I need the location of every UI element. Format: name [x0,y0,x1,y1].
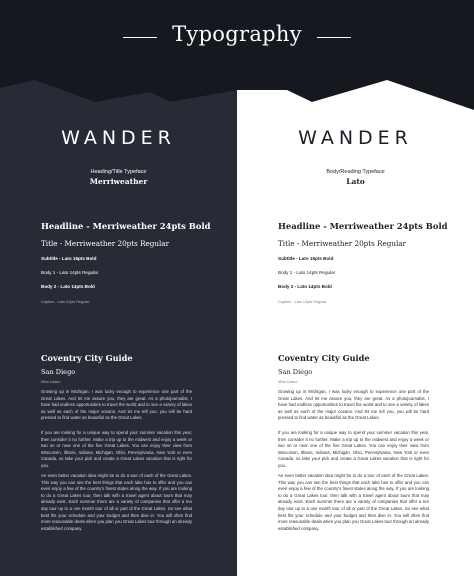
subtitle-sample: Subtitle - Lato 16pts Bold [41,256,97,261]
article-paragraph: An even better vacation idea might be to do a tour of each of the Great Lakes. This way you can see the best things that each lake has to offer and you can even enjoy a few of the country's finest states along the way. If you are looking to do a Great Lakes tour, then talk with a travel agent about tours that may already exist. Each summer there are a variety of companies that offer a ten day tour up to a one month tour of all or part of the Great Lakes. So see what best fits your schedule and your budget and then dive in. You will often find more reasonable deals when you plan you Great Lakes tour through an already established company. [278,473,429,531]
article-paragraph: Growing up in Michigan, I was lucky enough to experience one part of the Great Lakes. And let me assure you, they are great. As a photojournalist, I have had endless opportunities to travel the world and to see a variety of lakes as well as each of the major oceans. And let me tell you, you will be hard pressed to find water as beautiful as the Great Lakes. [41,389,192,421]
title-sample: Title - Merriweather 20pts Regular [41,239,170,248]
caption-sample: Caption - Lato 12pts Regular [41,300,90,304]
body2-sample: Body 2 - Lato 14pts Bold [41,284,95,289]
article-subheading: San Diego [41,368,76,376]
body2-sample: Body 2 - Lato 14pts Bold [278,284,332,289]
wander-logo: WANDER [298,127,413,149]
typeface-label: Body/Reading Typeface [326,169,385,175]
body-typeface-panel [237,80,474,576]
caption-sample: Caption - Lato 12pts Regular [278,300,327,304]
article-heading: Coventry City Guide [41,353,133,363]
subtitle-sample: Subtitle - Lato 16pts Bold [278,256,334,261]
article-paragraph: Growing up in Michigan, I was lucky enough to experience one part of the Great Lakes. And let me assure you, they are great. As a photojournalist, I have had endless opportunities to travel the world and to see a variety of lakes as well as each of the major oceans. And let me tell you, you will be hard pressed to find water as beautiful as the Great Lakes. [278,389,429,421]
article-paragraph: If you are looking for a unique way to spend your summer vacation this year, then consider it no further. Make a trip up to the midwest and enjoy a week or two on or near one of the five Great Lakes. You can enjoy their view from Wisconsin, Illinois, Indiana, Michigan, Ohio, Pennsylvania, New York or even Canada, so take your pick and create a Great Lakes vacation that is right for you. [41,430,192,468]
article-caption: Mina Castro [278,380,298,384]
typeface-name: Merriweather [89,177,148,186]
title-sample: Title - Merriweather 20pts Regular [278,239,407,248]
heading-typeface-panel [0,80,237,576]
header-rule-right [317,37,351,38]
article-paragraph: An even better vacation idea might be to do a tour of each of the Great Lakes. This way you can see the best things that each lake has to offer and you can even enjoy a few of the country's finest states along the way. If you are looking to do a Great Lakes tour, then talk with a travel agent about tours that may already exist. Each summer there are a variety of companies that offer a ten day tour up to a one month tour of all or part of the Great Lakes. So see what best fits your schedule and your budget and then dive in. You will often find more reasonable deals when you plan you Great Lakes tour through an already established company. [41,473,192,531]
wander-logo: WANDER [61,127,176,149]
body1-sample: Body 1 - Lato 14pts Regular [278,270,336,275]
article-heading: Coventry City Guide [278,353,370,363]
typeface-label: Heading/Title Typeface [90,169,147,175]
article-subheading: San Diego [278,368,313,376]
headline-sample: Headline - Merriweather 24pts Bold [41,221,211,231]
article-paragraph: If you are looking for a unique way to spend your summer vacation this year, then consider it no further. Make a trip up to the midwest and enjoy a week or two on or near one of the five Great Lakes. You can enjoy their view from Wisconsin, Illinois, Indiana, Michigan, Ohio, Pennsylvania, New York or even Canada, so take your pick and create a Great Lakes vacation that is right for you. [278,430,429,468]
body1-sample: Body 1 - Lato 14pts Regular [41,270,99,275]
headline-sample: Headline - Merriweather 24pts Bold [278,221,448,231]
page-title: Typography [172,22,302,46]
typeface-name: Lato [346,177,365,186]
article-caption: Mina Castro [41,380,61,384]
